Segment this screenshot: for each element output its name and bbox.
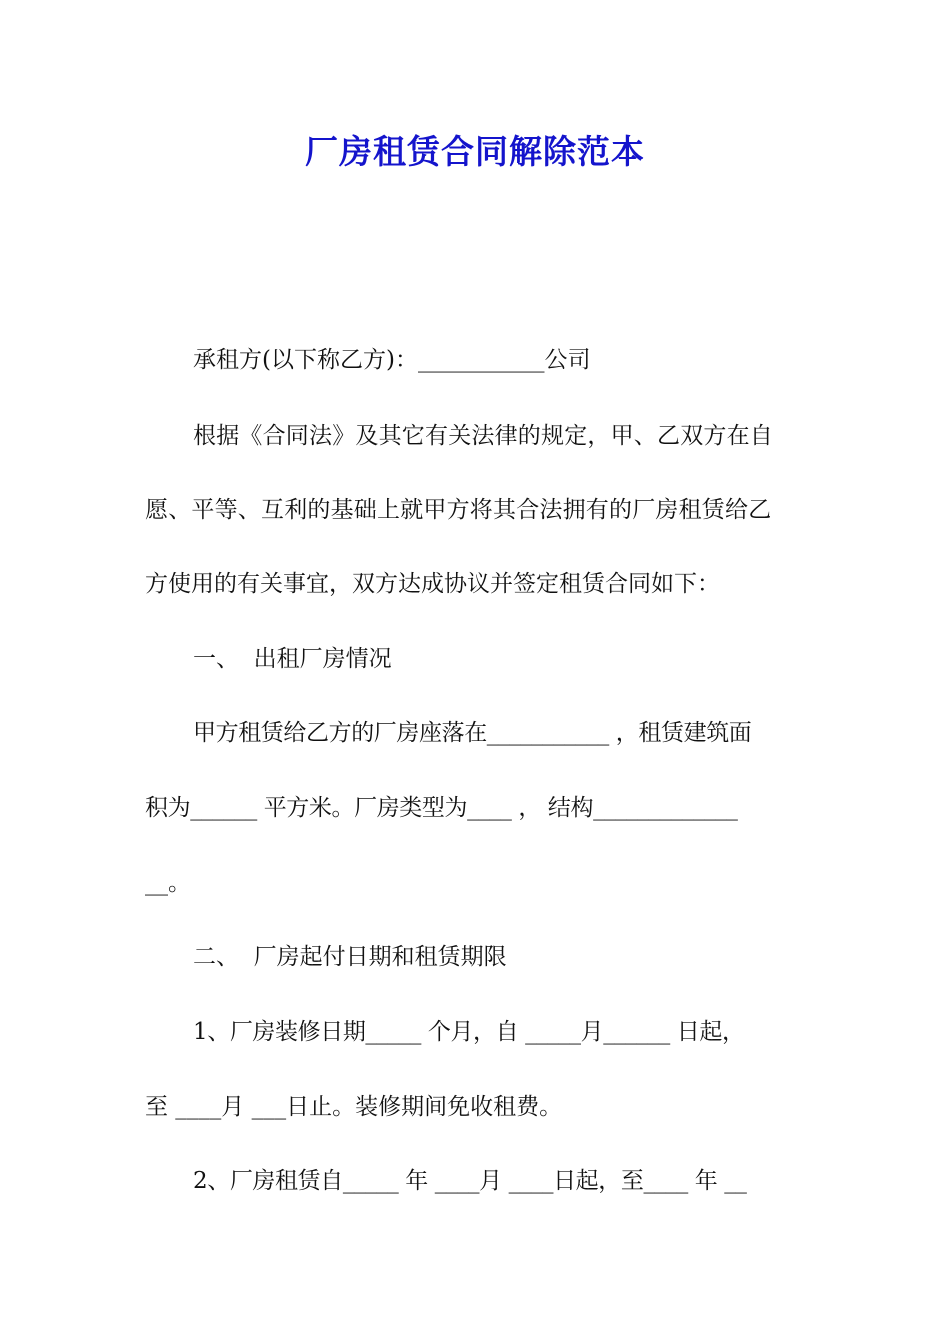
intro-paragraph-line-3: 方使用的有关事宜，双方达成协议并签定租赁合同如下：: [145, 571, 720, 597]
lease-term-line: 2、厂房租赁自_____ 年 ____月 ____日起，至____ 年 __: [193, 1168, 747, 1194]
lessee-line: 承租方(以下称乙方)：___________公司: [193, 347, 591, 373]
renovation-period-line-1: 1、厂房装修日期_____ 个月，自 _____月______ 日起，: [193, 1019, 745, 1045]
document-title: 厂房租赁合同解除范本: [305, 132, 645, 171]
factory-location-line-3: __。: [145, 870, 191, 896]
factory-location-line-1: 甲方租赁给乙方的厂房座落在___________ ，租赁建筑面: [193, 720, 752, 746]
factory-location-line-2: 积为______ 平方米。厂房类型为____ ， 结构_____________: [145, 795, 738, 821]
intro-paragraph-line-2: 愿、平等、互利的基础上就甲方将其合法拥有的厂房租赁给乙: [145, 497, 772, 523]
intro-paragraph-line-1: 根据《合同法》及其它有关法律的规定，甲、乙双方在自: [193, 423, 773, 449]
section-heading-2: 二、 厂房起付日期和租赁期限: [193, 944, 507, 970]
renovation-period-line-2: 至 ____月 ___日止。装修期间免收租费。: [145, 1094, 563, 1120]
section-heading-1: 一、 出租厂房情况: [193, 646, 392, 672]
